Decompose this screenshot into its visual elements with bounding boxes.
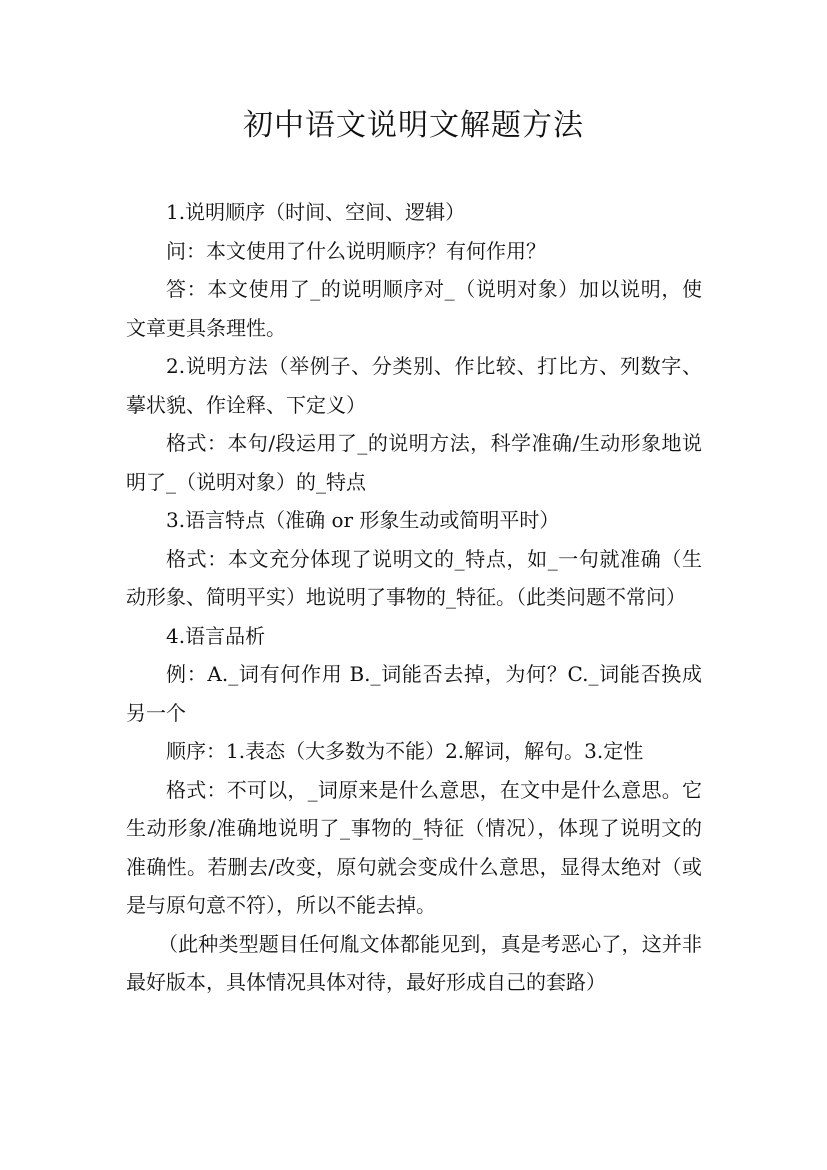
paragraph-analysis-order: 顺序：1.表态（大多数为不能）2.解词，解句。3.定性 [166,739,644,763]
paragraph-language-heading: 3.语言特点（准确 or 形象生动或简明平时） [166,508,560,532]
paragraph-method-heading: 2.说明方法（举例子、分类别、作比较、打比方、列数字、摹状貌、作诠释、下定义） [126,354,702,417]
paragraph-analysis-example: 例：A._词有何作用 B._词能否去掉，为何？C._词能否换成另一个 [126,662,702,725]
paragraph-method-format: 格式：本句/段运用了_的说明方法，科学准确/生动形象地说明了_（说明对象）的_特点 [126,431,702,494]
paragraph-order-heading: 1.说明顺序（时间、空间、逻辑） [166,200,466,224]
paragraph-order-answer: 答：本文使用了_的说明顺序对_（说明对象）加以说明，使文章更具条理性。 [126,277,702,340]
paragraph-analysis-heading: 4.语言品析 [166,623,266,648]
document-title: 初中语文说明文解题方法 [243,108,584,143]
paragraph-order-question: 问：本文使用了什么说明顺序？有何作用？ [166,238,546,263]
paragraph-note: （此种类型题目任何胤文体都能见到，真是考恶心了，这并非最好版本，具体情况具体对待，最好形成自己的套路） [126,931,702,994]
paragraph-language-format: 格式：本文充分体现了说明文的_特点，如_一句就准确（生动形象、简明平实）地说明了事物的_特征。（此类问题不常问） [126,546,702,609]
paragraph-analysis-format: 格式：不可以，_词原来是什么意思，在文中是什么意思。它生动形象/准确地说明了_事物的_特征（情况），体现了说明文的准确性。若删去/改变，原句就会变成什么意思，显得太绝对（或是与原句意不符），所以不能去掉。 [126,777,702,917]
document-body [126,193,702,1002]
